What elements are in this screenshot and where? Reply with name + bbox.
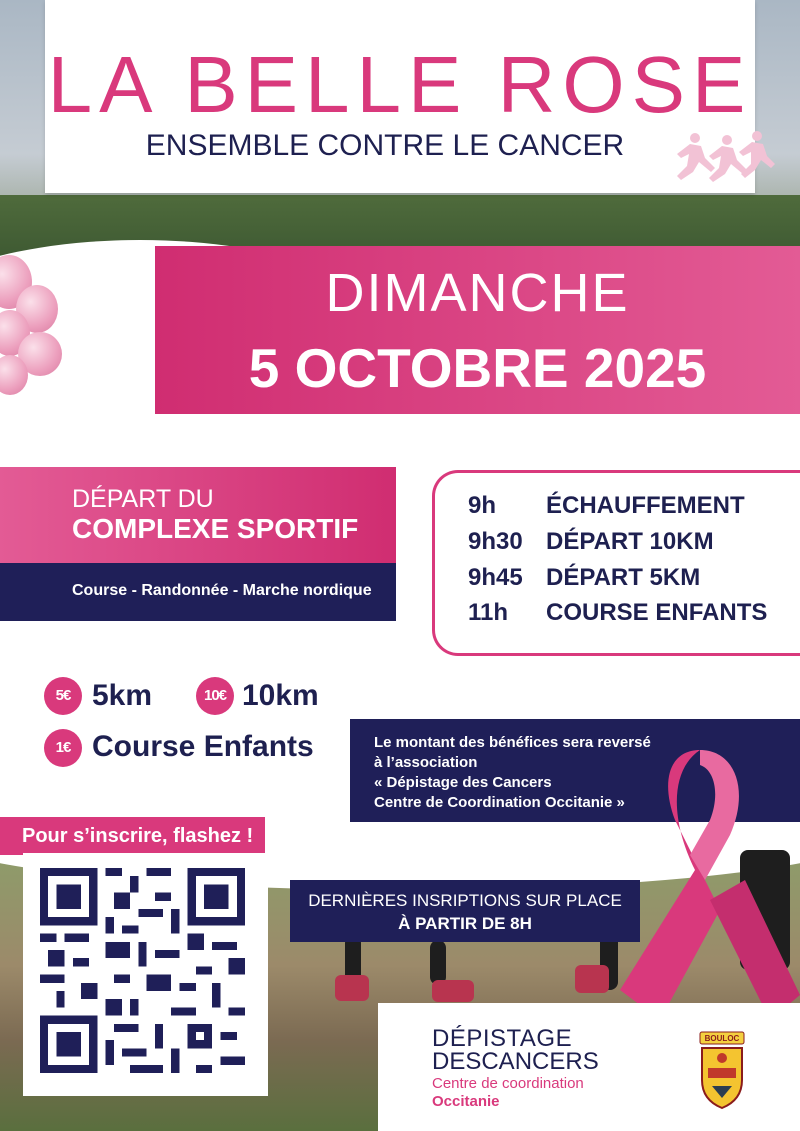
event-subtitle: ENSEMBLE CONTRE LE CANCER bbox=[145, 129, 625, 162]
event-title: LA BELLE ROSE bbox=[47, 40, 753, 129]
schedule-time: 11h bbox=[468, 599, 509, 626]
organizer-name-line1: DÉPISTAGE bbox=[432, 1025, 573, 1052]
qr-label: Pour s’inscrire, flashez ! bbox=[22, 825, 254, 847]
last-registration-line2: À PARTIR DE 8H bbox=[398, 914, 532, 933]
running-shoe bbox=[432, 980, 474, 1002]
depart-location: COMPLEXE SPORTIF bbox=[72, 513, 359, 544]
association-line: Centre de Coordination Occitanie » bbox=[374, 794, 625, 811]
schedule-label: DÉPART 5KM bbox=[546, 564, 701, 591]
schedule-time: 9h bbox=[468, 492, 497, 519]
schedule-row bbox=[468, 561, 800, 597]
organizer-region: Occitanie bbox=[432, 1093, 500, 1110]
event-day: DIMANCHE bbox=[325, 263, 630, 323]
event-date: 5 OCTOBRE 2025 bbox=[248, 337, 707, 399]
price-label: 5km bbox=[92, 679, 153, 712]
crest-label: BOULOC bbox=[704, 1034, 740, 1043]
schedule-time: 9h30 bbox=[468, 528, 523, 555]
activities-text: Course - Randonnée - Marche nordique bbox=[72, 582, 372, 599]
town-crest-icon bbox=[698, 1030, 746, 1110]
price-badge: 5€ bbox=[44, 677, 82, 715]
schedule-label: DÉPART 10KM bbox=[546, 528, 714, 555]
association-line: à l’association bbox=[374, 754, 478, 771]
price-badge: 1€ bbox=[44, 729, 82, 767]
schedule-label: ÉCHAUFFEMENT bbox=[546, 492, 745, 519]
association-line: Le montant des bénéfices sera reversé bbox=[374, 734, 651, 751]
running-shoe bbox=[335, 975, 369, 1001]
schedule-time: 9h45 bbox=[468, 564, 523, 591]
organizer-subtitle: Centre de coordination bbox=[432, 1075, 584, 1092]
title-box bbox=[45, 0, 755, 193]
last-registration-line1: DERNIÈRES INSRIPTIONS SUR PLACE bbox=[308, 891, 622, 910]
price-label: Course Enfants bbox=[92, 730, 314, 763]
depart-line1: DÉPART DU bbox=[72, 485, 214, 513]
runners-icon bbox=[665, 128, 775, 188]
organizer-name-line2: DESCANCERS bbox=[432, 1048, 599, 1075]
schedule-row bbox=[468, 489, 800, 525]
price-badge: 10€ bbox=[196, 677, 234, 715]
schedule-row bbox=[468, 596, 800, 632]
qr-code[interactable] bbox=[40, 868, 245, 1073]
price-label: 10km bbox=[242, 679, 319, 712]
schedule-row bbox=[468, 525, 800, 561]
association-line: « Dépistage des Cancers bbox=[374, 774, 552, 791]
runner-leg bbox=[430, 940, 446, 985]
schedule-label: COURSE ENFANTS bbox=[546, 599, 768, 626]
